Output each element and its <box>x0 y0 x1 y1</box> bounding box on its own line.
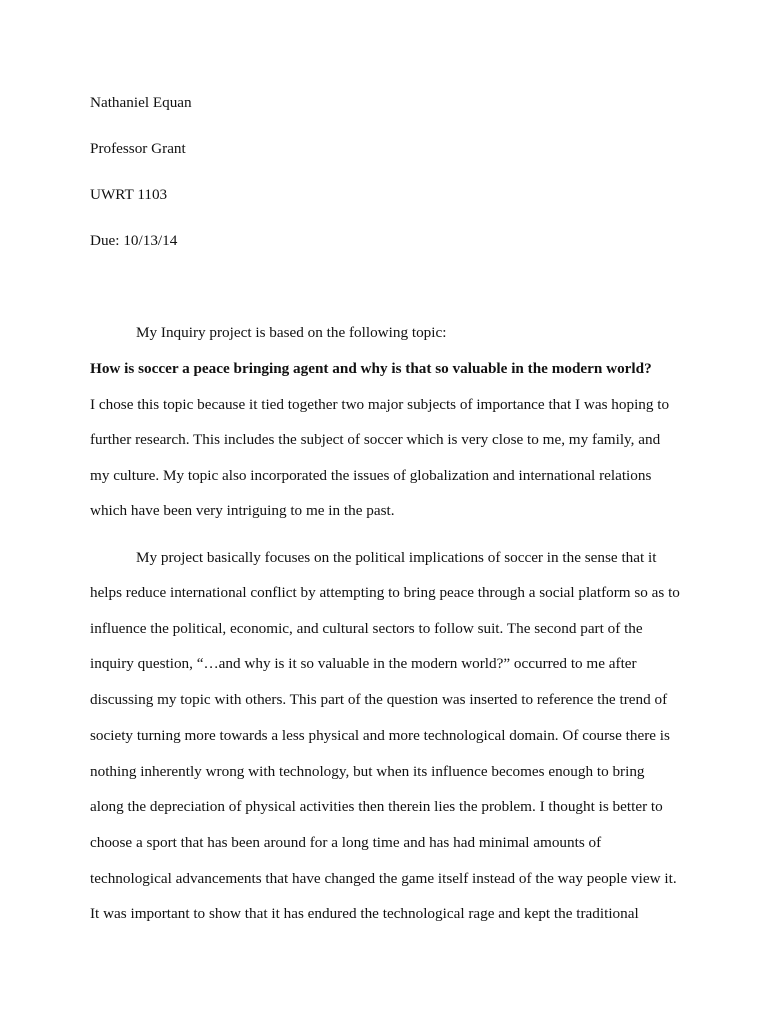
author-name: Nathaniel Equan <box>90 94 192 111</box>
paragraph-line: discussing my topic with others. This part of the question was inserted to reference the trend of <box>90 691 668 708</box>
paragraph-line: society turning more towards a less physical and more technological domain. Of course there is <box>90 727 670 744</box>
paragraph-line: along the depreciation of physical activities then therein lies the problem. I thought is better to <box>90 798 663 815</box>
inquiry-question: How is soccer a peace bringing agent and why is that so valuable in the modern world? <box>90 360 652 377</box>
paragraph-line: which have been very intriguing to me in the past. <box>90 502 395 519</box>
paragraph-line: It was important to show that it has endured the technological rage and kept the traditional <box>90 905 639 922</box>
paragraph-line: My project basically focuses on the political implications of soccer in the sense that it <box>136 549 657 566</box>
due-date: Due: 10/13/14 <box>90 232 178 249</box>
intro-line: My Inquiry project is based on the following topic: <box>136 324 447 341</box>
paragraph-line: further research. This includes the subject of soccer which is very close to me, my family, and <box>90 431 661 448</box>
paragraph-line: choose a sport that has been around for a long time and has had minimal amounts of <box>90 834 602 851</box>
paragraph-line: nothing inherently wrong with technology, but when its influence becomes enough to bring <box>90 763 645 780</box>
paragraph-line: inquiry question, “…and why is it so valuable in the modern world?” occurred to me after <box>90 655 637 672</box>
paragraph-line: influence the political, economic, and cultural sectors to follow suit. The second part of the <box>90 620 643 637</box>
professor-name: Professor Grant <box>90 140 186 157</box>
paragraph-line: helps reduce international conflict by attempting to bring peace through a social platform so as to <box>90 584 680 601</box>
paragraph-line: my culture. My topic also incorporated the issues of globalization and international relations <box>90 467 652 484</box>
paragraph-line: I chose this topic because it tied together two major subjects of importance that I was hoping to <box>90 396 670 413</box>
course-code: UWRT 1103 <box>90 186 168 203</box>
paragraph-line: technological advancements that have changed the game itself instead of the way people view it. <box>90 870 677 887</box>
